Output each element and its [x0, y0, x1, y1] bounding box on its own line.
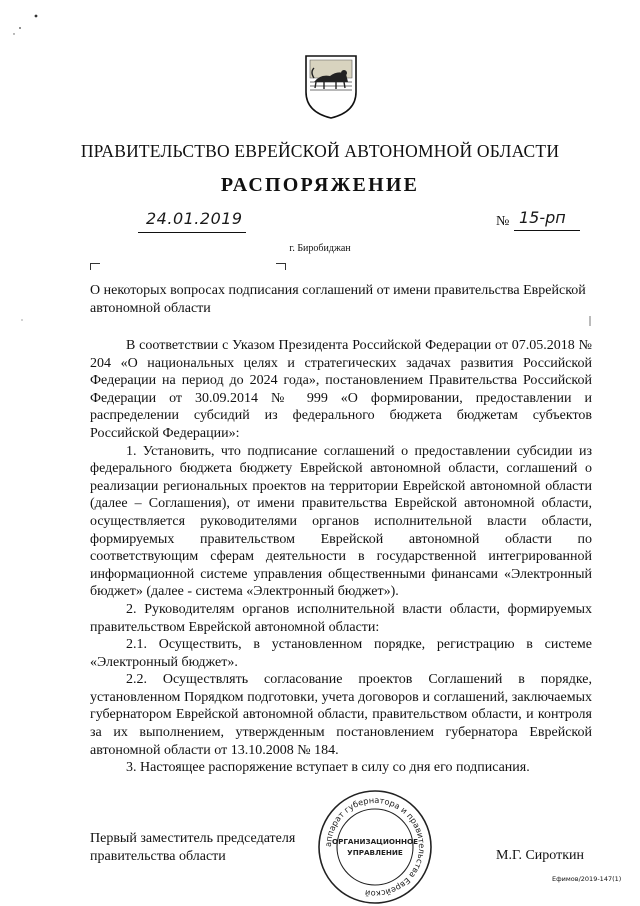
government-title: ПРАВИТЕЛЬСТВО ЕВРЕЙСКОЙ АВТОНОМНОЙ ОБЛАСТИ [80, 141, 560, 161]
signatory-position-line1: Первый заместитель председателя [90, 831, 296, 846]
document-subject: О некоторых вопросах подписания соглашений от имени правительства Еврейской автономной области [90, 283, 586, 316]
city-label: г. Биробиджан [289, 243, 351, 254]
preamble-paragraph: В соответствии с Указом Президента Российской Федерации от 07.05.2018 № 204 «О национальных целях и стратегических задачах развития Российской Федерации на период до 2024 года», постановлением Правительства Российской Федерации от 30.09.2014 № 999 «О формировании, предоставлении и распределении субсидий из федерального бюджета бюджетам субъектов Российской Федерации»: [90, 338, 592, 441]
clause-1-paragraph: 1. Установить, что подписание соглашений о предоставлении субсидии из федерального бюджета бюджету Еврейской автономной области, соглашений о реализации региональных проектов на территории Еврейской автономной области (далее – Соглашения), от имени правительства Еврейской автономной области, осуществляется руководителями органов исполнительной власти области, формируемых правительством Еврейской автономной области по соответствующим сферам деятельности в государственной интегрированной информационной системе управления общественными финансами «Электронный бюджет» (далее - система «Электронный бюджет»). [90, 443, 592, 600]
clause-2-1-paragraph: 2.1. Осуществить, в установленном порядке, регистрацию в системе «Электронный бюджет». [90, 637, 592, 670]
document-number: 15-рп [519, 208, 566, 227]
registration-footnote: Ефимов/2019-147(1) [552, 875, 622, 883]
document-date: 24.01.2019 [146, 209, 243, 228]
document-type-heading: РАСПОРЯЖЕНИЕ [220, 174, 420, 196]
clause-3-paragraph: 3. Настоящее распоряжение вступает в силу со дня его подписания. [126, 760, 530, 776]
clause-2-paragraph: 2. Руководителям органов исполнительной власти области, формируемых правительством Еврейской автономной области: [90, 601, 592, 635]
stamp-ring-text: аппарат губернатора и правительства Еврейской [322, 794, 428, 900]
signatory-name: М.Г. Сироткин [496, 848, 585, 863]
number-label: № [496, 214, 510, 229]
clause-2-2-paragraph: 2.2. Осуществлять согласование проектов Соглашений в порядке, установленном Порядком подготовки, учета договоров и соглашений, заключаемых губернатором Еврейской автономной области, правительством области, и контроля за их выполнением, утвержденным постановлением губернатора Еврейской автономной области от 13.10.2008 № 184. [90, 672, 592, 758]
stamp-center-line1: ОРГАНИЗАЦИОННОЕ [331, 837, 419, 846]
stamp-center-line2: УПРАВЛЕНИЕ [347, 848, 403, 857]
signatory-position-line2: правительства области [90, 848, 226, 864]
